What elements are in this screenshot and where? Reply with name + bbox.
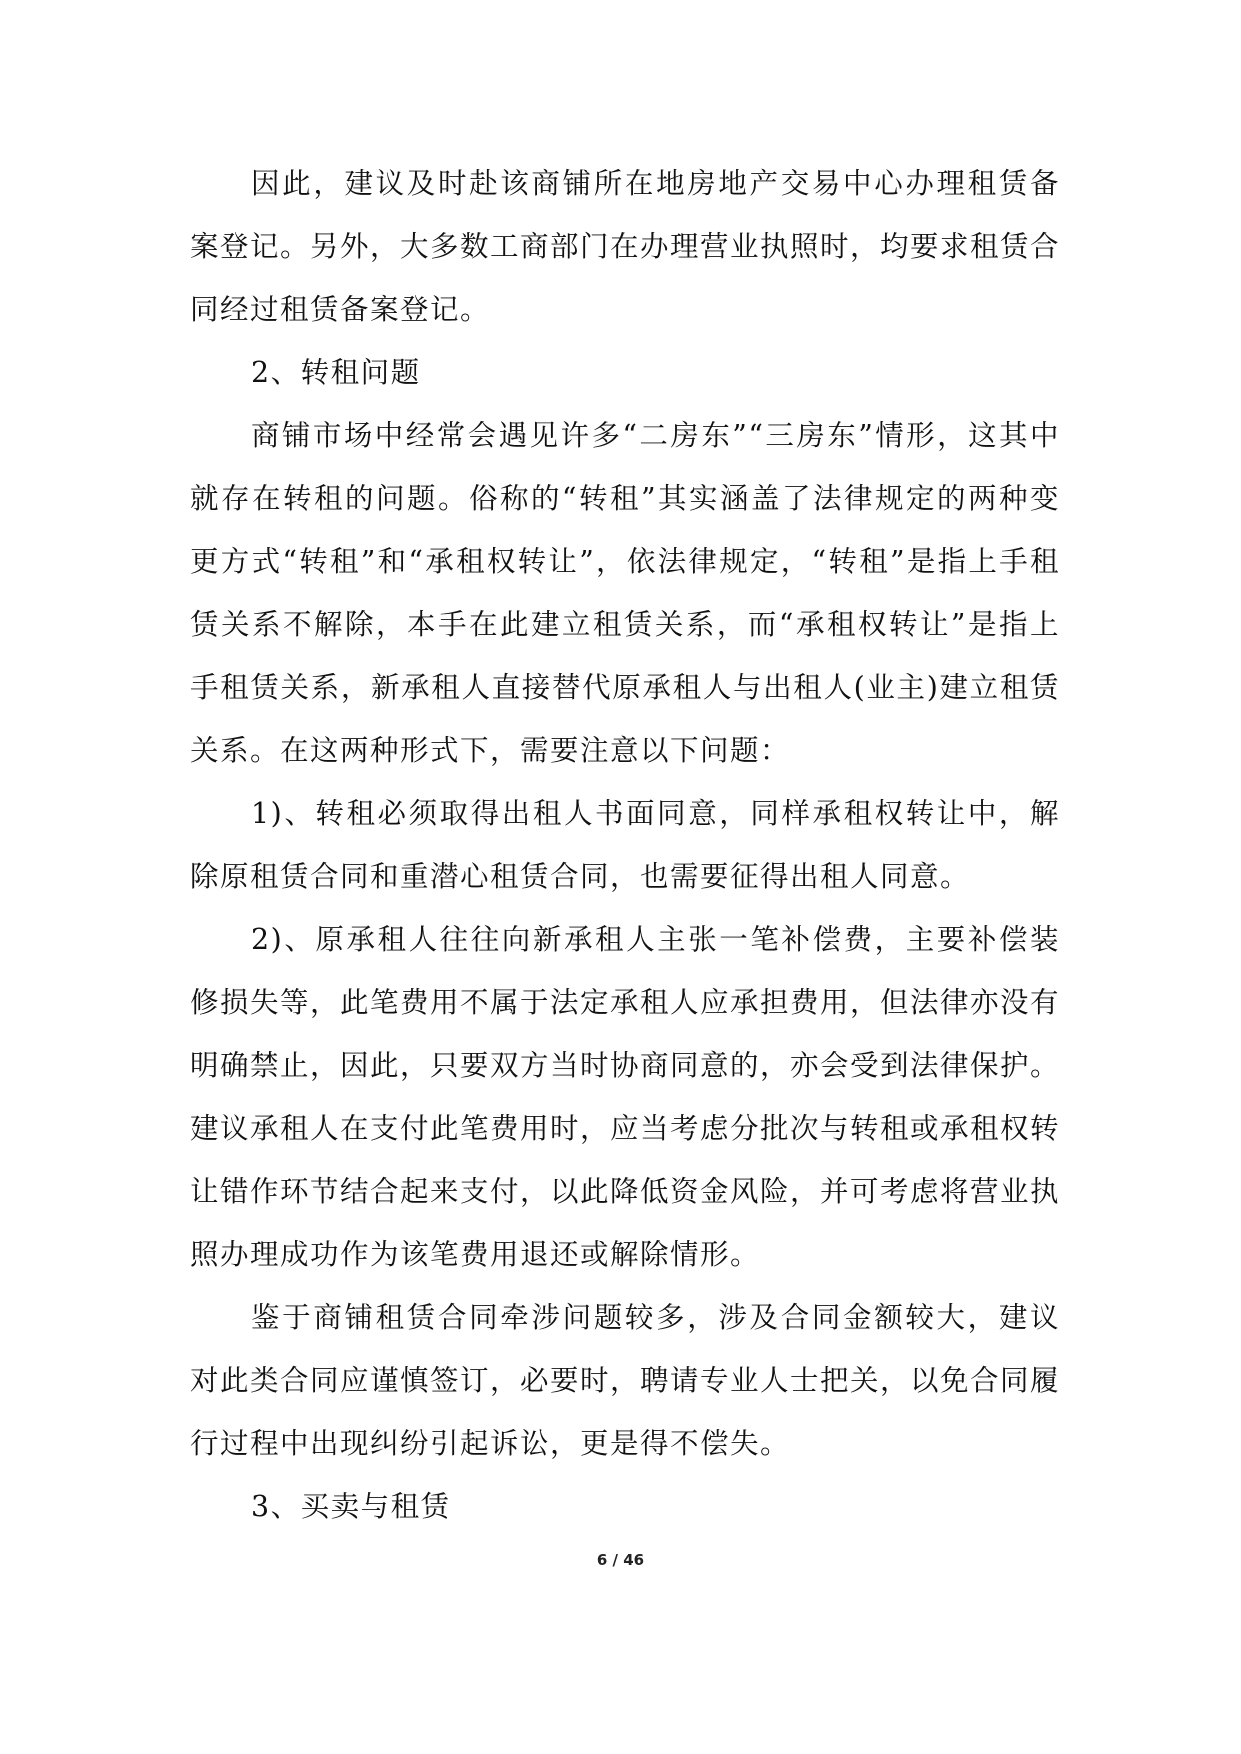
paragraph-caution-advice: 鉴于商铺租赁合同牵涉问题较多，涉及合同金额较大，建议对此类合同应谨慎签订，必要时，聘请专业人士把关，以免合同履行过程中出现纠纷引起诉讼，更是得不偿失。 bbox=[190, 1301, 1061, 1460]
paragraph-registration-advice: 因此，建议及时赴该商铺所在地房地产交易中心办理租赁备案登记。另外，大多数工商部门在办理营业执照时，均要求租赁合同经过租赁备案登记。 bbox=[190, 167, 1061, 326]
page-number: 6 / 46 bbox=[596, 1551, 645, 1569]
paragraph-sublease-point-2: 2)、原承租人往往向新承租人主张一笔补偿费，主要补偿装修损失等，此笔费用不属于法定承租人应承担费用，但法律亦没有明确禁止，因此，只要双方当时协商同意的，亦会受到法律保护。建议承租人在支付此笔费用时，应当考虑分批次与转租或承租权转让错作环节结合起来支付，以此降低资金风险，并可考虑将营业执照办理成功作为该笔费用退还或解除情形。 bbox=[190, 923, 1061, 1271]
heading-sublease-issue: 2、转租问题 bbox=[251, 356, 421, 389]
paragraph-sublease-point-1: 1)、转租必须取得出租人书面同意，同样承租权转让中，解除原租赁合同和重潜心租赁合同，也需要征得出租人同意。 bbox=[190, 797, 1060, 893]
paragraph-sublease-intro: 商铺市场中经常会遇见许多“二房东”“三房东”情形，这其中就存在转租的问题。俗称的“转租”其实涵盖了法律规定的两种变更方式“转租”和“承租权转让”，依法律规定，“转租”是指上手租赁关系不解除，本手在此建立租赁关系，而“承租权转让”是指上手租赁关系，新承租人直接替代原承租人与出租人(业主)建立租赁关系。在这两种形式下，需要注意以下问题： bbox=[190, 419, 1060, 767]
document-body bbox=[190, 152, 1060, 1538]
heading-sale-and-lease: 3、买卖与租赁 bbox=[251, 1490, 451, 1523]
